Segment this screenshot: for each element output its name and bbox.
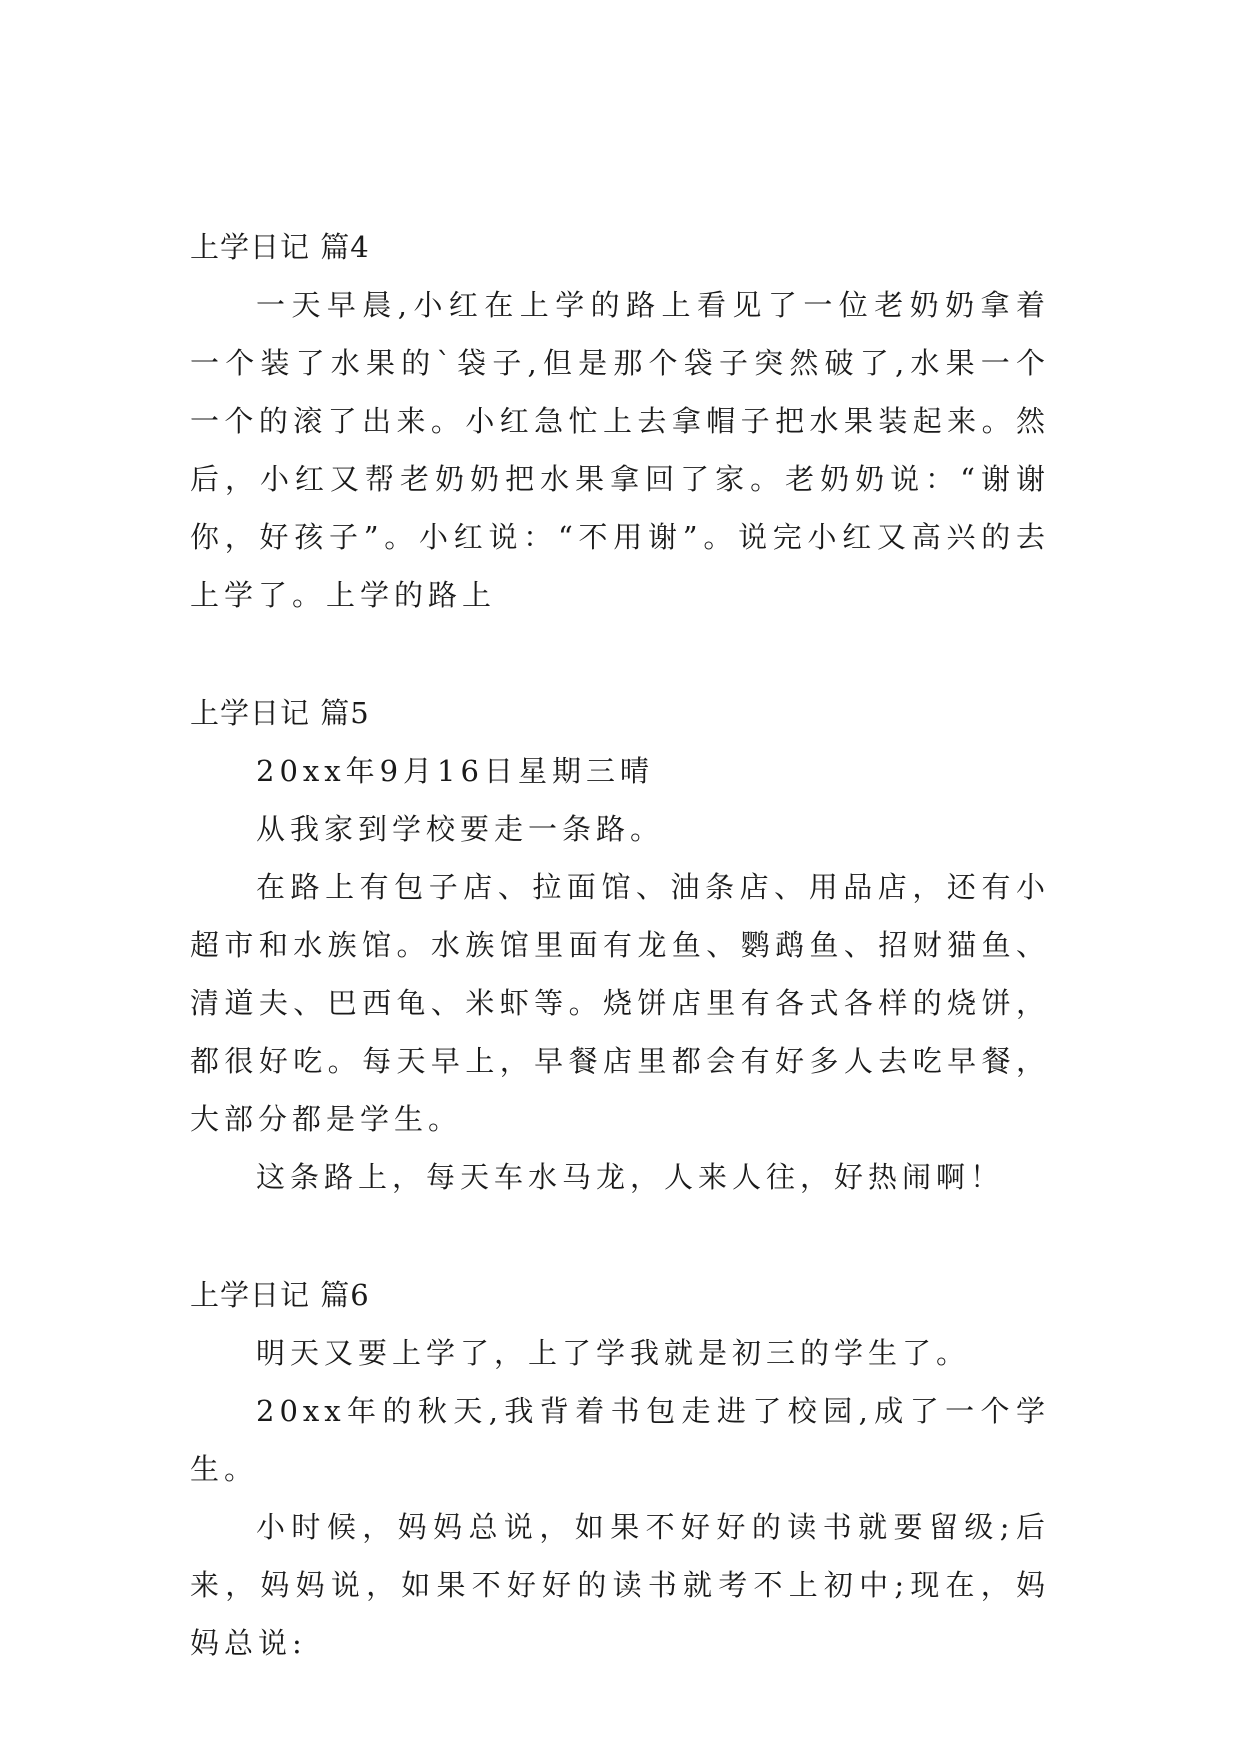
entry-heading: 上学日记 篇4	[190, 230, 370, 264]
diary-entry-6	[190, 1266, 1050, 1672]
entry-paragraph: 这条路上，每天车水马龙，人来人往，好热闹啊！	[256, 1160, 1005, 1194]
diary-entry-4	[190, 218, 1050, 624]
section-spacer	[190, 624, 1050, 684]
entry-paragraph: 一天早晨,小红在上学的路上看见了一位老奶奶拿着一个装了水果的`袋子,但是那个袋子突然破了,水果一个一个的滚了出来。小红急忙上去拿帽子把水果装起来。然后，小红又帮老奶奶把水果拿回了家。老奶奶说：“谢谢你，好孩子”。小红说：“不用谢”。说完小红又高兴的去上学了。上学的路上	[190, 288, 1050, 612]
entry-date-line: 20xx年9月16日星期三晴	[256, 754, 654, 788]
document-body	[190, 218, 1050, 1672]
entry-paragraph: 小时候，妈妈总说，如果不好好的读书就要留级;后来，妈妈说，如果不好好的读书就考不上初中;现在，妈妈总说:	[190, 1510, 1050, 1660]
entry-paragraph: 20xx年的秋天,我背着书包走进了校园,成了一个学生。	[190, 1394, 1050, 1486]
entry-heading: 上学日记 篇5	[190, 696, 370, 730]
diary-entry-5	[190, 684, 1050, 1206]
entry-paragraph: 明天又要上学了，上了学我就是初三的学生了。	[256, 1336, 971, 1370]
entry-heading: 上学日记 篇6	[190, 1278, 370, 1312]
section-spacer	[190, 1206, 1050, 1266]
entry-paragraph: 从我家到学校要走一条路。	[256, 812, 665, 846]
entry-paragraph: 在路上有包子店、拉面馆、油条店、用品店，还有小超市和水族馆。水族馆里面有龙鱼、鹦鹉鱼、招财猫鱼、清道夫、巴西龟、米虾等。烧饼店里有各式各样的烧饼，都很好吃。每天早上，早餐店里都会有好多人去吃早餐，大部分都是学生。	[190, 870, 1050, 1136]
